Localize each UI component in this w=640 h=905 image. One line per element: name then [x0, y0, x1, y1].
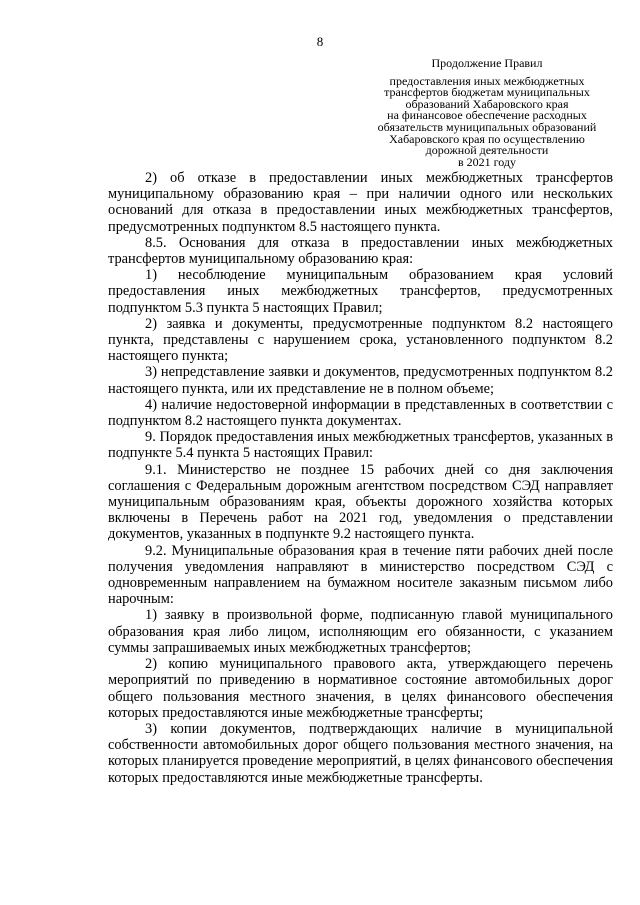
paragraph: 9. Порядок предоставления иных межбюджетных трансфертов, указанных в подпункте 5.4 пункта 5 настоящих Правил:	[108, 429, 613, 462]
header-line: в 2021 году	[457, 154, 517, 169]
page-number: 8	[316, 34, 324, 49]
header-line: Хабаровского края по осуществлению	[389, 131, 585, 146]
paragraph: 3) копии документов, подтверждающих наличие в муниципальной собственности автомобильных дорог общего пользования местного значения, на которых планируется проведение мероприятий, в целях финансового обеспечения которых предоставляются иные межбюджетные трансферты.	[108, 720, 613, 786]
document-body	[108, 170, 613, 786]
paragraph: 8.5. Основания для отказа в предоставлении иных межбюджетных трансфертов муниципальному образованию края:	[108, 234, 613, 268]
paragraph: 1) несоблюдение муниципальным образованием края условий предоставления иных межбюджетных трансфертов, предусмотренных подпунктом 5.3 пункта 5 настоящих Правил;	[108, 267, 613, 316]
header-continuation: Продолжение Правил	[431, 56, 543, 70]
header-line: обязательств муниципальных образований	[377, 119, 597, 134]
paragraph: 2) об отказе в предоставлении иных межбюджетных трансфертов муниципальному образованию края – при наличии одного или нескольких оснований для отказа в предоставлении иных межбюджетных трансфертов, предусмотренных подпунктом 8.5 настоящего пункта.	[108, 170, 613, 235]
paragraph: 2) копию муниципального правового акта, утверждающего перечень мероприятий по приведению в нормативное состояние автомобильных дорог общего пользования местного значения, в целях финансового обеспечения которых предоставляются иные межбюджетные трансферты;	[108, 656, 613, 721]
header-line: трансфертов бюджетам муниципальных	[384, 85, 590, 100]
header-line: дорожной деятельности	[425, 143, 549, 158]
paragraph: 1) заявку в произвольной форме, подписанную главой муниципального образования края либо лицом, исполняющим его обязанности, с указанием суммы запрашиваемых иных межбюджетных трансфертов;	[108, 607, 613, 656]
paragraph: 2) заявка и документы, предусмотренные подпунктом 8.2 настоящего пункта, представлены с нарушением срока, установленного подпунктом 8.2 настоящего пункта;	[108, 315, 613, 365]
header-line: предоставления иных межбюджетных	[389, 73, 585, 88]
document-header	[362, 58, 612, 168]
paragraph: 4) наличие недостоверной информации в представленных в соответствии с подпунктом 8.2 настоящего пункта документах.	[108, 396, 613, 430]
paragraph: 9.2. Муниципальные образования края в течение пяти рабочих дней после получения уведомления направляют в министерство посредством СЭД с одновременным направлением на бумажном носителе заказным письмом либо нарочным:	[108, 542, 613, 608]
header-line: на финансовое обеспечение расходных	[387, 108, 587, 123]
header-line: образований Хабаровского края	[405, 96, 569, 111]
paragraph: 3) непредставление заявки и документов, предусмотренных подпунктом 8.2 настоящего пункта, или их представление не в полном объеме;	[108, 364, 613, 397]
paragraph: 9.1. Министерство не позднее 15 рабочих дней со дня заключения соглашения с Федеральным дорожным агентством посредством СЭД направляет муниципальным образованиям края, объекты дорожного хозяйства которых включены в Перечень работ на 2021 год, уведомления о представлении документов, указанных в подпункте 9.2 настоящего пункта.	[108, 461, 613, 543]
